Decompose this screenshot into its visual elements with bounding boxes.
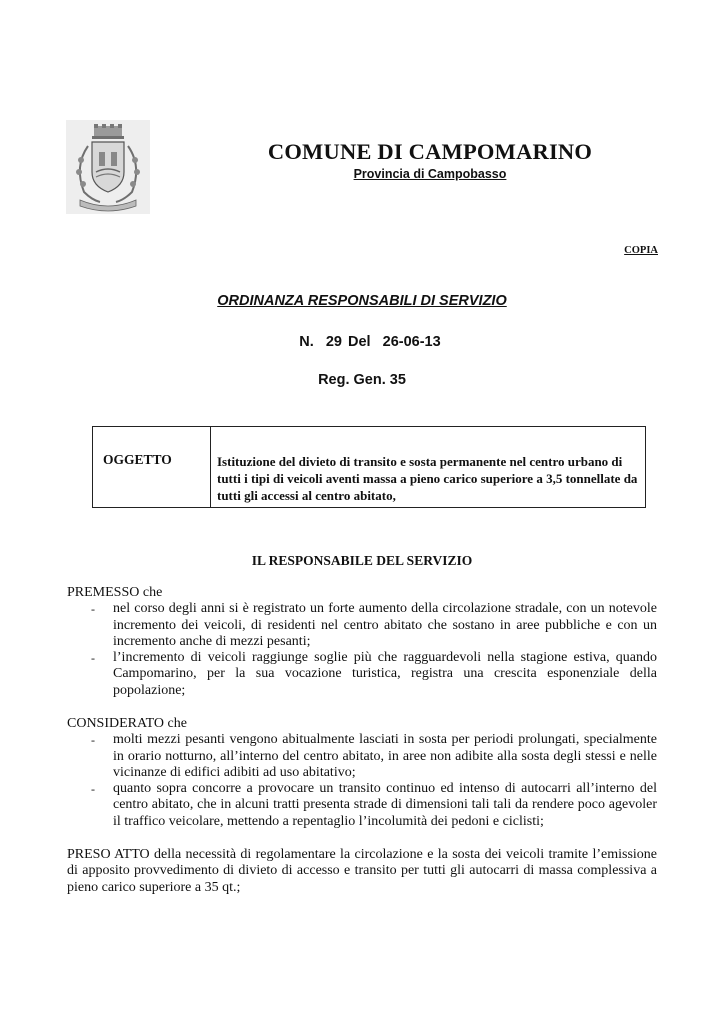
service-manager-heading: IL RESPONSABILE DEL SERVIZIO bbox=[251, 553, 473, 568]
subject-box bbox=[92, 426, 646, 508]
list-item-text: quanto sopra concorre a provocare un transito continuo ed intenso di autocarri all’interno del centro abitato, che in alcuni tratti presenta strade di dimensioni tali tali da rendere poco agevoler il traffico veicolare, mettendo a repentaglio l’incolumità dei pedoni e ciclisti; bbox=[113, 781, 657, 829]
list-item bbox=[67, 781, 657, 830]
list-dash: - bbox=[91, 651, 95, 666]
province-subtitle: Provincia di Campobasso bbox=[353, 167, 507, 181]
coat-of-arms-icon bbox=[66, 120, 150, 214]
considerato-title: CONSIDERATO che bbox=[67, 716, 187, 731]
considerato-list bbox=[67, 732, 657, 830]
list-dash: - bbox=[91, 602, 95, 617]
list-dash: - bbox=[91, 733, 95, 748]
municipality-title: COMUNE DI CAMPOMARINO bbox=[267, 139, 593, 164]
considerato-section bbox=[67, 716, 657, 830]
list-item bbox=[67, 601, 657, 650]
list-item-text: nel corso degli anni si è registrato un forte aumento della circolazione stradale, con un notevole incremento dei veicoli, di residenti nel centro abitato che sostano in aree pubbliche e con un incremento anche di mezzi pesanti; bbox=[113, 601, 657, 649]
general-register-number: Reg. Gen. 35 bbox=[318, 372, 406, 388]
list-item-text: molti mezzi pesanti vengono abitualmente lasciati in sosta per periodi prolungati, specialmente in orario notturno, all’interno del centro abitato, in aree non adibite alla sosta degli stessi e nelle vicinanze di edifici adibiti ad uso abitativo; bbox=[113, 732, 657, 780]
list-item-text: l’incremento di veicoli raggiunge soglie più che ragguardevoli nella stagione estiva, quando Campomarino, per la sua vocazione turistica, registra una crescita esponenziale della popolazione; bbox=[113, 650, 657, 698]
copy-label: COPIA bbox=[624, 245, 658, 256]
ordinance-title: ORDINANZA RESPONSABILI DI SERVIZIO bbox=[217, 293, 507, 309]
preso-atto-paragraph: PRESO ATTO della necessità di regolamentare la circolazione e la sosta dei veicoli tramite l’emissione di apposito provvedimento di divieto di accesso e transito per tutti gli autocarri di massa complessiva a pieno carico superiore a 35 qt.; bbox=[67, 847, 657, 895]
list-item bbox=[67, 732, 657, 781]
subject-text: Istituzione del divieto di transito e sosta permanente nel centro urbano di tutti i tipi di veicoli aventi massa a pieno carico superiore a 3,5 tonnellate da tutti gli accessi al centro abitato, bbox=[217, 454, 638, 503]
premesso-title: PREMESSO che bbox=[67, 585, 163, 600]
municipal-coat-of-arms bbox=[66, 120, 150, 214]
premesso-section bbox=[67, 585, 657, 699]
list-item bbox=[67, 650, 657, 699]
premesso-list bbox=[67, 601, 657, 699]
list-dash: - bbox=[91, 782, 95, 797]
subject-label: OGGETTO bbox=[93, 427, 211, 507]
ordinance-number: N. 29 Del 26-06-13 bbox=[299, 334, 441, 350]
